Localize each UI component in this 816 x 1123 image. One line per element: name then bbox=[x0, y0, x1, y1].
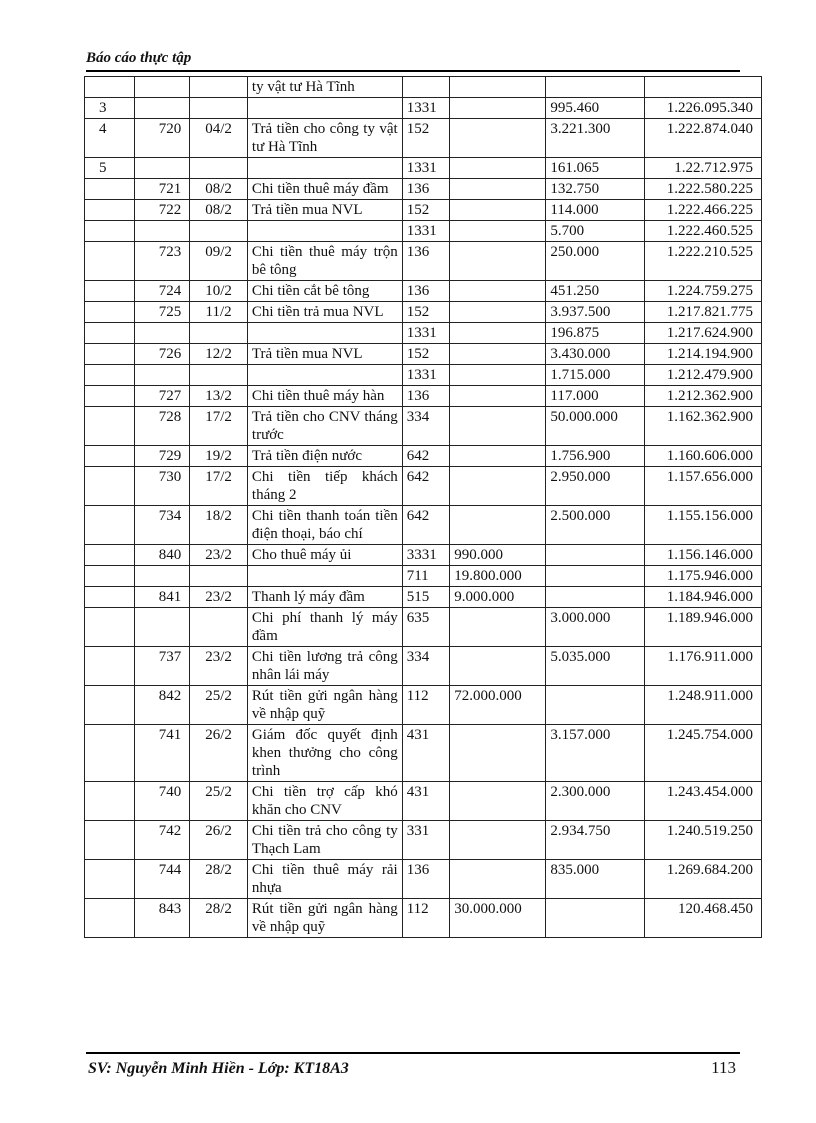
credit-amount-cell bbox=[546, 587, 644, 608]
page-header bbox=[86, 48, 740, 72]
voucher-date-cell: 28/2 bbox=[190, 860, 248, 899]
description-cell: ty vật tư Hà Tĩnh bbox=[247, 77, 402, 98]
debit-amount-cell bbox=[450, 725, 546, 782]
table-row bbox=[85, 647, 762, 686]
voucher-date-cell: 08/2 bbox=[190, 200, 248, 221]
account-code-cell: 1331 bbox=[402, 323, 450, 344]
balance-amount-cell: 1.184.946.000 bbox=[644, 587, 761, 608]
account-code-cell: 334 bbox=[402, 407, 450, 446]
row-index-cell bbox=[85, 221, 135, 242]
voucher-date-cell: 28/2 bbox=[190, 899, 248, 938]
balance-amount-cell: 1.222.466.225 bbox=[644, 200, 761, 221]
voucher-number-cell: 843 bbox=[134, 899, 190, 938]
voucher-number-cell bbox=[134, 608, 190, 647]
balance-amount-cell: 1.222.210.525 bbox=[644, 242, 761, 281]
description-cell bbox=[247, 158, 402, 179]
table-row bbox=[85, 725, 762, 782]
debit-amount-cell bbox=[450, 386, 546, 407]
account-code-cell: 136 bbox=[402, 281, 450, 302]
credit-amount-cell bbox=[546, 77, 644, 98]
table-row bbox=[85, 686, 762, 725]
credit-amount-cell bbox=[546, 899, 644, 938]
debit-amount-cell bbox=[450, 221, 546, 242]
credit-amount-cell: 1.756.900 bbox=[546, 446, 644, 467]
debit-amount-cell bbox=[450, 200, 546, 221]
credit-amount-cell: 5.700 bbox=[546, 221, 644, 242]
balance-amount-cell: 1.243.454.000 bbox=[644, 782, 761, 821]
balance-amount-cell: 1.157.656.000 bbox=[644, 467, 761, 506]
row-index-cell bbox=[85, 545, 135, 566]
voucher-number-cell: 723 bbox=[134, 242, 190, 281]
debit-amount-cell bbox=[450, 467, 546, 506]
voucher-date-cell: 19/2 bbox=[190, 446, 248, 467]
voucher-number-cell: 721 bbox=[134, 179, 190, 200]
row-index-cell bbox=[85, 242, 135, 281]
balance-amount-cell: 1.222.580.225 bbox=[644, 179, 761, 200]
balance-amount-cell: 1.214.194.900 bbox=[644, 344, 761, 365]
voucher-date-cell: 17/2 bbox=[190, 467, 248, 506]
row-index-cell bbox=[85, 302, 135, 323]
table-row bbox=[85, 545, 762, 566]
credit-amount-cell: 117.000 bbox=[546, 386, 644, 407]
description-cell bbox=[247, 566, 402, 587]
credit-amount-cell: 50.000.000 bbox=[546, 407, 644, 446]
balance-amount-cell: 1.248.911.000 bbox=[644, 686, 761, 725]
table-row bbox=[85, 608, 762, 647]
voucher-date-cell: 13/2 bbox=[190, 386, 248, 407]
balance-amount-cell: 1.22.712.975 bbox=[644, 158, 761, 179]
account-code-cell: 3331 bbox=[402, 545, 450, 566]
cash-ledger-table bbox=[84, 76, 762, 938]
row-index-cell bbox=[85, 446, 135, 467]
description-cell bbox=[247, 221, 402, 242]
voucher-date-cell bbox=[190, 158, 248, 179]
voucher-number-cell: 740 bbox=[134, 782, 190, 821]
debit-amount-cell: 30.000.000 bbox=[450, 899, 546, 938]
row-index-cell bbox=[85, 782, 135, 821]
description-cell: Chi tiền lương trả công nhân lái máy bbox=[247, 647, 402, 686]
description-cell: Chi tiền cắt bê tông bbox=[247, 281, 402, 302]
table-row bbox=[85, 587, 762, 608]
credit-amount-cell: 5.035.000 bbox=[546, 647, 644, 686]
voucher-date-cell: 23/2 bbox=[190, 587, 248, 608]
balance-amount-cell: 1.212.362.900 bbox=[644, 386, 761, 407]
row-index-cell bbox=[85, 506, 135, 545]
description-cell: Thanh lý máy đầm bbox=[247, 587, 402, 608]
description-cell: Chi tiền thuê máy hàn bbox=[247, 386, 402, 407]
description-cell: Chi tiền thanh toán tiền điện thoại, báo chí bbox=[247, 506, 402, 545]
voucher-number-cell bbox=[134, 158, 190, 179]
debit-amount-cell bbox=[450, 77, 546, 98]
voucher-date-cell bbox=[190, 566, 248, 587]
voucher-date-cell: 17/2 bbox=[190, 407, 248, 446]
debit-amount-cell bbox=[450, 860, 546, 899]
row-index-cell bbox=[85, 344, 135, 365]
balance-amount-cell: 120.468.450 bbox=[644, 899, 761, 938]
description-cell: Rút tiền gửi ngân hàng về nhập quỹ bbox=[247, 899, 402, 938]
voucher-date-cell bbox=[190, 77, 248, 98]
balance-amount-cell: 1.155.156.000 bbox=[644, 506, 761, 545]
table-row bbox=[85, 179, 762, 200]
debit-amount-cell bbox=[450, 407, 546, 446]
description-cell: Chi tiền thuê máy trộn bê tông bbox=[247, 242, 402, 281]
debit-amount-cell bbox=[450, 119, 546, 158]
table-row bbox=[85, 566, 762, 587]
voucher-date-cell: 12/2 bbox=[190, 344, 248, 365]
description-cell: Chi tiền trợ cấp khó khăn cho CNV bbox=[247, 782, 402, 821]
balance-amount-cell: 1.222.874.040 bbox=[644, 119, 761, 158]
voucher-date-cell: 09/2 bbox=[190, 242, 248, 281]
account-code-cell: 642 bbox=[402, 467, 450, 506]
balance-amount-cell: 1.226.095.340 bbox=[644, 98, 761, 119]
balance-amount-cell: 1.222.460.525 bbox=[644, 221, 761, 242]
voucher-number-cell: 737 bbox=[134, 647, 190, 686]
account-code-cell: 642 bbox=[402, 446, 450, 467]
student-info: SV: Nguyễn Minh Hiền - Lớp: KT18A3 bbox=[88, 1060, 349, 1077]
account-code-cell: 152 bbox=[402, 344, 450, 365]
row-index-cell bbox=[85, 467, 135, 506]
voucher-number-cell bbox=[134, 98, 190, 119]
voucher-date-cell: 23/2 bbox=[190, 647, 248, 686]
row-index-cell bbox=[85, 365, 135, 386]
row-index-cell bbox=[85, 725, 135, 782]
debit-amount-cell: 72.000.000 bbox=[450, 686, 546, 725]
debit-amount-cell bbox=[450, 446, 546, 467]
credit-amount-cell: 3.157.000 bbox=[546, 725, 644, 782]
voucher-number-cell: 840 bbox=[134, 545, 190, 566]
account-code-cell: 112 bbox=[402, 686, 450, 725]
account-code-cell: 136 bbox=[402, 242, 450, 281]
credit-amount-cell: 835.000 bbox=[546, 860, 644, 899]
credit-amount-cell bbox=[546, 566, 644, 587]
credit-amount-cell: 3.430.000 bbox=[546, 344, 644, 365]
table-row bbox=[85, 77, 762, 98]
row-index-cell bbox=[85, 821, 135, 860]
table-row bbox=[85, 158, 762, 179]
account-code-cell bbox=[402, 77, 450, 98]
debit-amount-cell bbox=[450, 506, 546, 545]
row-index-cell bbox=[85, 899, 135, 938]
account-code-cell: 112 bbox=[402, 899, 450, 938]
credit-amount-cell: 451.250 bbox=[546, 281, 644, 302]
debit-amount-cell bbox=[450, 344, 546, 365]
row-index-cell bbox=[85, 323, 135, 344]
page-footer bbox=[86, 1052, 740, 1084]
row-index-cell bbox=[85, 647, 135, 686]
balance-amount-cell: 1.175.946.000 bbox=[644, 566, 761, 587]
voucher-number-cell: 744 bbox=[134, 860, 190, 899]
credit-amount-cell: 3.000.000 bbox=[546, 608, 644, 647]
table-row bbox=[85, 98, 762, 119]
description-cell: Trả tiền cho CNV tháng trước bbox=[247, 407, 402, 446]
table-row bbox=[85, 281, 762, 302]
row-index-cell bbox=[85, 407, 135, 446]
table-row bbox=[85, 407, 762, 446]
account-code-cell: 152 bbox=[402, 200, 450, 221]
balance-amount-cell: 1.160.606.000 bbox=[644, 446, 761, 467]
description-cell: Trả tiền mua NVL bbox=[247, 344, 402, 365]
account-code-cell: 635 bbox=[402, 608, 450, 647]
description-cell bbox=[247, 323, 402, 344]
voucher-number-cell: 727 bbox=[134, 386, 190, 407]
voucher-date-cell: 25/2 bbox=[190, 782, 248, 821]
header-rule bbox=[86, 70, 740, 72]
credit-amount-cell: 114.000 bbox=[546, 200, 644, 221]
debit-amount-cell bbox=[450, 242, 546, 281]
voucher-number-cell bbox=[134, 365, 190, 386]
voucher-number-cell bbox=[134, 221, 190, 242]
voucher-number-cell: 722 bbox=[134, 200, 190, 221]
report-title: Báo cáo thực tập bbox=[86, 50, 192, 66]
debit-amount-cell: 9.000.000 bbox=[450, 587, 546, 608]
credit-amount-cell: 132.750 bbox=[546, 179, 644, 200]
description-cell: Chi tiền thuê máy rải nhựa bbox=[247, 860, 402, 899]
voucher-number-cell: 742 bbox=[134, 821, 190, 860]
table-row bbox=[85, 386, 762, 407]
voucher-number-cell: 841 bbox=[134, 587, 190, 608]
debit-amount-cell bbox=[450, 821, 546, 860]
description-cell: Chi tiền trả cho công ty Thạch Lam bbox=[247, 821, 402, 860]
description-cell bbox=[247, 365, 402, 386]
voucher-date-cell: 10/2 bbox=[190, 281, 248, 302]
voucher-date-cell: 08/2 bbox=[190, 179, 248, 200]
credit-amount-cell: 1.715.000 bbox=[546, 365, 644, 386]
debit-amount-cell bbox=[450, 647, 546, 686]
row-index-cell bbox=[85, 566, 135, 587]
debit-amount-cell: 19.800.000 bbox=[450, 566, 546, 587]
debit-amount-cell bbox=[450, 323, 546, 344]
debit-amount-cell bbox=[450, 782, 546, 821]
credit-amount-cell bbox=[546, 545, 644, 566]
credit-amount-cell: 2.950.000 bbox=[546, 467, 644, 506]
balance-amount-cell: 1.245.754.000 bbox=[644, 725, 761, 782]
credit-amount-cell: 3.937.500 bbox=[546, 302, 644, 323]
debit-amount-cell bbox=[450, 158, 546, 179]
voucher-number-cell: 741 bbox=[134, 725, 190, 782]
voucher-date-cell: 11/2 bbox=[190, 302, 248, 323]
credit-amount-cell: 995.460 bbox=[546, 98, 644, 119]
debit-amount-cell bbox=[450, 281, 546, 302]
description-cell: Chi tiền tiếp khách tháng 2 bbox=[247, 467, 402, 506]
voucher-date-cell: 04/2 bbox=[190, 119, 248, 158]
voucher-number-cell: 720 bbox=[134, 119, 190, 158]
description-cell: Trả tiền mua NVL bbox=[247, 200, 402, 221]
table-row bbox=[85, 200, 762, 221]
balance-amount-cell: 1.269.684.200 bbox=[644, 860, 761, 899]
account-code-cell: 431 bbox=[402, 725, 450, 782]
voucher-number-cell: 725 bbox=[134, 302, 190, 323]
voucher-date-cell bbox=[190, 98, 248, 119]
account-code-cell: 431 bbox=[402, 782, 450, 821]
voucher-number-cell: 734 bbox=[134, 506, 190, 545]
account-code-cell: 136 bbox=[402, 386, 450, 407]
credit-amount-cell: 2.300.000 bbox=[546, 782, 644, 821]
description-cell: Chi tiền trả mua NVL bbox=[247, 302, 402, 323]
description-cell: Cho thuê máy ủi bbox=[247, 545, 402, 566]
table-row bbox=[85, 221, 762, 242]
account-code-cell: 136 bbox=[402, 860, 450, 899]
description-cell: Chi phí thanh lý máy đầm bbox=[247, 608, 402, 647]
debit-amount-cell bbox=[450, 98, 546, 119]
table-row bbox=[85, 782, 762, 821]
row-index-cell bbox=[85, 686, 135, 725]
credit-amount-cell: 2.500.000 bbox=[546, 506, 644, 545]
account-code-cell: 334 bbox=[402, 647, 450, 686]
description-cell: Giám đốc quyết định khen thưởng cho công trình bbox=[247, 725, 402, 782]
debit-amount-cell bbox=[450, 302, 546, 323]
description-cell: Trả tiền cho công ty vật tư Hà Tĩnh bbox=[247, 119, 402, 158]
account-code-cell: 1331 bbox=[402, 365, 450, 386]
row-index-cell bbox=[85, 281, 135, 302]
voucher-number-cell: 729 bbox=[134, 446, 190, 467]
account-code-cell: 331 bbox=[402, 821, 450, 860]
voucher-number-cell bbox=[134, 566, 190, 587]
debit-amount-cell bbox=[450, 179, 546, 200]
description-cell: Chi tiền thuê máy đầm bbox=[247, 179, 402, 200]
credit-amount-cell: 161.065 bbox=[546, 158, 644, 179]
account-code-cell: 642 bbox=[402, 506, 450, 545]
table-row bbox=[85, 365, 762, 386]
credit-amount-cell bbox=[546, 686, 644, 725]
row-index-cell: 4 bbox=[85, 119, 135, 158]
voucher-date-cell: 26/2 bbox=[190, 725, 248, 782]
credit-amount-cell: 250.000 bbox=[546, 242, 644, 281]
description-cell: Rút tiền gửi ngân hàng về nhập quỹ bbox=[247, 686, 402, 725]
row-index-cell: 5 bbox=[85, 158, 135, 179]
debit-amount-cell: 990.000 bbox=[450, 545, 546, 566]
voucher-number-cell: 842 bbox=[134, 686, 190, 725]
table-row bbox=[85, 899, 762, 938]
voucher-number-cell bbox=[134, 323, 190, 344]
table-row bbox=[85, 446, 762, 467]
balance-amount-cell: 1.224.759.275 bbox=[644, 281, 761, 302]
table-row bbox=[85, 242, 762, 281]
ledger-body bbox=[85, 77, 762, 938]
row-index-cell bbox=[85, 200, 135, 221]
debit-amount-cell bbox=[450, 608, 546, 647]
row-index-cell bbox=[85, 179, 135, 200]
description-cell bbox=[247, 98, 402, 119]
account-code-cell: 1331 bbox=[402, 221, 450, 242]
table-row bbox=[85, 344, 762, 365]
account-code-cell: 152 bbox=[402, 302, 450, 323]
account-code-cell: 515 bbox=[402, 587, 450, 608]
balance-amount-cell: 1.217.624.900 bbox=[644, 323, 761, 344]
voucher-date-cell: 23/2 bbox=[190, 545, 248, 566]
voucher-date-cell bbox=[190, 221, 248, 242]
voucher-number-cell: 724 bbox=[134, 281, 190, 302]
table-row bbox=[85, 821, 762, 860]
balance-amount-cell: 1.189.946.000 bbox=[644, 608, 761, 647]
credit-amount-cell: 2.934.750 bbox=[546, 821, 644, 860]
balance-amount-cell: 1.217.821.775 bbox=[644, 302, 761, 323]
table-row bbox=[85, 860, 762, 899]
row-index-cell: 3 bbox=[85, 98, 135, 119]
row-index-cell bbox=[85, 77, 135, 98]
voucher-date-cell bbox=[190, 608, 248, 647]
voucher-number-cell bbox=[134, 77, 190, 98]
credit-amount-cell: 196.875 bbox=[546, 323, 644, 344]
voucher-date-cell: 25/2 bbox=[190, 686, 248, 725]
balance-amount-cell: 1.212.479.900 bbox=[644, 365, 761, 386]
table-row bbox=[85, 119, 762, 158]
balance-amount-cell: 1.162.362.900 bbox=[644, 407, 761, 446]
balance-amount-cell: 1.240.519.250 bbox=[644, 821, 761, 860]
table-row bbox=[85, 302, 762, 323]
balance-amount-cell: 1.176.911.000 bbox=[644, 647, 761, 686]
voucher-number-cell: 726 bbox=[134, 344, 190, 365]
credit-amount-cell: 3.221.300 bbox=[546, 119, 644, 158]
row-index-cell bbox=[85, 860, 135, 899]
account-code-cell: 152 bbox=[402, 119, 450, 158]
voucher-date-cell bbox=[190, 365, 248, 386]
table-row bbox=[85, 506, 762, 545]
debit-amount-cell bbox=[450, 365, 546, 386]
description-cell: Trả tiền điện nước bbox=[247, 446, 402, 467]
table-row bbox=[85, 323, 762, 344]
account-code-cell: 1331 bbox=[402, 98, 450, 119]
page-number: 113 bbox=[711, 1058, 736, 1077]
account-code-cell: 711 bbox=[402, 566, 450, 587]
account-code-cell: 1331 bbox=[402, 158, 450, 179]
voucher-number-cell: 730 bbox=[134, 467, 190, 506]
balance-amount-cell: 1.156.146.000 bbox=[644, 545, 761, 566]
balance-amount-cell bbox=[644, 77, 761, 98]
voucher-number-cell: 728 bbox=[134, 407, 190, 446]
voucher-date-cell: 18/2 bbox=[190, 506, 248, 545]
row-index-cell bbox=[85, 608, 135, 647]
account-code-cell: 136 bbox=[402, 179, 450, 200]
row-index-cell bbox=[85, 587, 135, 608]
table-row bbox=[85, 467, 762, 506]
voucher-date-cell bbox=[190, 323, 248, 344]
voucher-date-cell: 26/2 bbox=[190, 821, 248, 860]
row-index-cell bbox=[85, 386, 135, 407]
